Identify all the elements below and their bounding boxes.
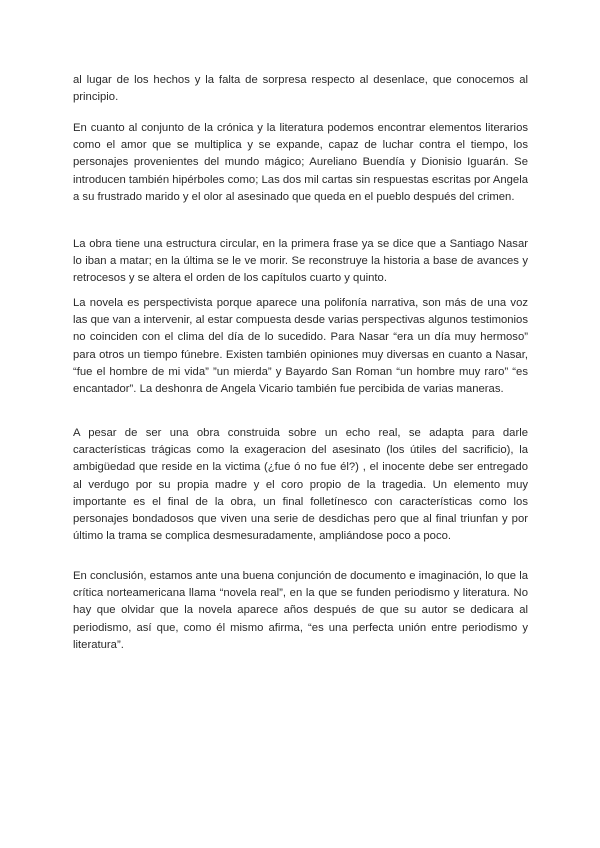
paragraph-literary-elements: En cuanto al conjunto de la crónica y la literatura podemos encontrar elementos literarios como el amor que se multiplica y se expande, capaz de luchar contra el tiempo, los personajes provenientes del mundo mágico; Aureliano Buendía y Dionisio Iguarán. Se introducen también hipérboles como; Las dos mil cartas sin respuestas escritas por Angela a su frustrado marido y el olor al asesinado que queda en el pueblo después del crimen.	[73, 122, 528, 203]
paragraph-perspectivism: La novela es perspectivista porque aparece una polifonía narrativa, son más de una voz las que van a intervenir, al estar compuesta desde varias perspectivas algunos testimonios no coinciden con el clima del día de lo sucedido. Para Nasar “era un día muy hermoso” para otros un tiempo fúnebre. Existen también opiniones muy diversas en cuanto a Nasar, “fue el hombre de mi vida” ”un mierda” y Bayardo San Roman “un hombre muy raro” “es encantador”. La deshonra de Angela Vicario también fue percibida de varias maneras.	[73, 297, 528, 396]
paragraph-intro-continuation: al lugar de los hechos y la falta de sorpresa respecto al desenlace, que conocemos al principio.	[73, 74, 528, 104]
paragraph-tragic-features: A pesar de ser una obra construida sobre un echo real, se adapta para darle características trágicas como la exageracion del asesinato (los útiles del sacrificio), la ambigüedad que reside en la victima (¿fue ó no fue él?) , el inocente debe ser entregado al verdugo por su propia madre y el coro propio de la tragedia. Un elemento muy importante es el final de la obra, un final folletínesco con características como los personajes bondadosos que viven una serie de desdichas pero que al final triunfan y por último la trama se complica desmesuradamente, ampliándose poco a poco.	[73, 427, 528, 543]
paragraph-conclusion: En conclusión, estamos ante una buena conjunción de documento e imaginación, lo que la crítica norteamericana llama “novela real”, en la que se funden periodismo y literatura. No hay que olvidar que la novela aparece años después de que su autor se dedicara al periodismo, así que, como él mismo afirma, “es una perfecta unión entre periodismo y literatura”.	[73, 570, 528, 651]
paragraph-circular-structure: La obra tiene una estructura circular, en la primera frase ya se dice que a Santiago Nasar lo iban a matar; en la última se le ve morir. Se reconstruye la historia a base de avances y retrocesos y se altera el orden de los capítulos cuarto y quinto.	[73, 238, 528, 285]
